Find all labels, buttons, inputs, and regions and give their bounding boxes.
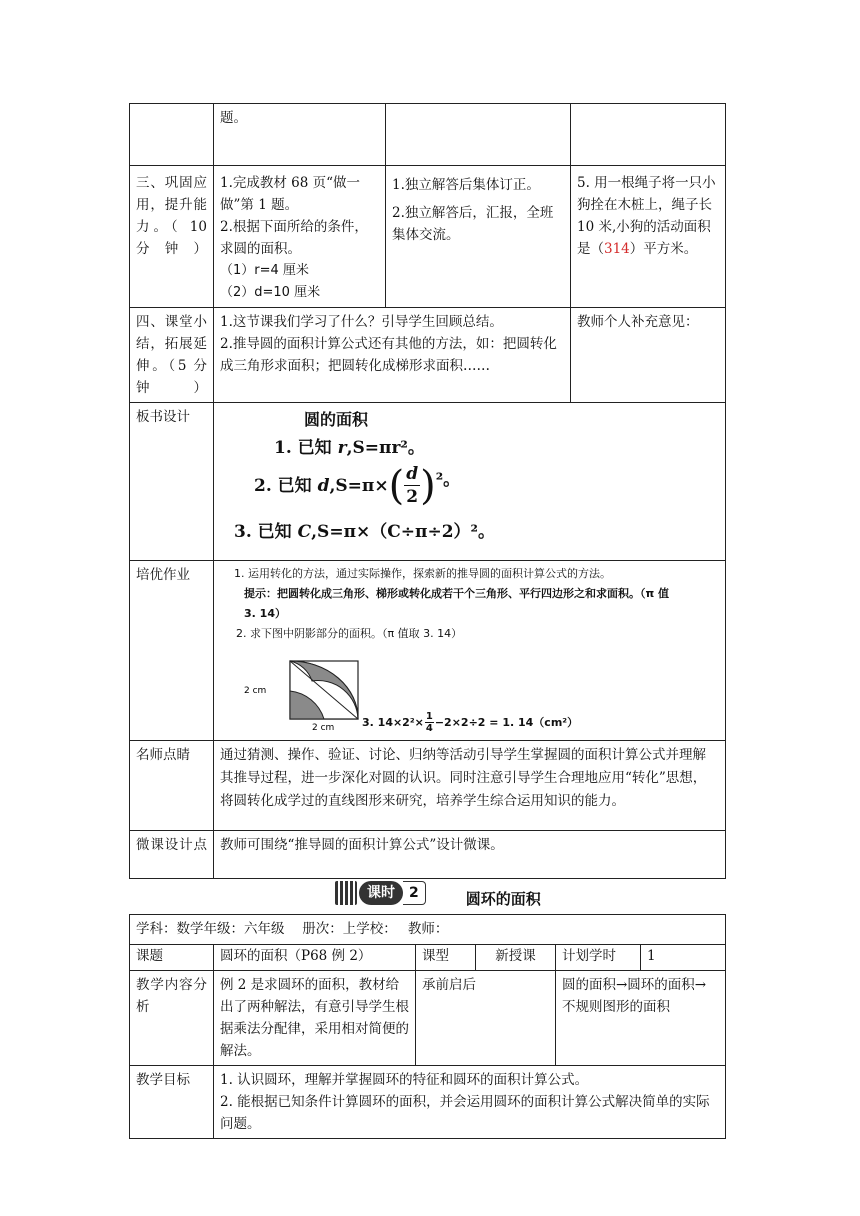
text-line: （2）d=10 厘米	[220, 285, 321, 300]
content-analysis: 例 2 是求圆环的面积，教材给出了两种解法，有意引导学生根据乘法分配律，采用相对简便的解法。	[214, 971, 416, 1066]
banner-tag: 课时	[359, 881, 403, 905]
lesson-table-1	[129, 103, 726, 879]
dim-label-left: 2 cm	[244, 686, 267, 696]
section-label: 四、课堂小结，拓展延伸。（5 分钟）	[130, 308, 214, 403]
table-cell	[130, 104, 214, 166]
section-label: 名师点睛	[130, 741, 214, 831]
summary-content	[214, 308, 571, 403]
homework-hint-2: 3. 14）	[244, 607, 286, 620]
table-row	[130, 403, 726, 561]
text: 5. 用一根绳子将一只小狗拴在木桩上，绳子长 10 米,小狗的活动面积是（	[577, 175, 716, 257]
section-label: 板书设计	[130, 403, 214, 561]
text-line: 1.这节课我们学习了什么？引导学生回顾总结。	[220, 314, 503, 330]
topic-cell: 圆环的面积（P68 例 2）	[214, 945, 416, 971]
row-label: 教学内容分析	[130, 971, 214, 1066]
board-formula-1	[274, 437, 425, 459]
text-line: 2.独立解答后，汇报，全班集体交流。	[392, 205, 554, 243]
shaded-figure	[242, 641, 382, 731]
table-row	[130, 915, 726, 945]
table-row	[130, 741, 726, 831]
answer-text: 314	[604, 241, 630, 257]
homework-answer	[362, 711, 578, 734]
text: ,S=πr²。	[346, 438, 425, 458]
banner-number: 2	[403, 881, 426, 905]
text-line: 1.独立解答后集体订正。	[392, 177, 540, 193]
table-row	[130, 308, 726, 403]
hours-value: 1	[641, 945, 726, 971]
lesson-table-2	[129, 914, 726, 1139]
hours-label: 计划学时	[556, 945, 641, 971]
table-cell	[571, 104, 726, 166]
micro-content: 教师可围绕“推导圆的面积计算公式”设计微课。	[214, 831, 726, 879]
teaching-goals	[214, 1066, 726, 1139]
denominator: 2	[406, 487, 419, 507]
text-line: 2. 能根据已知条件计算圆环的面积，并会运用圆环的面积计算公式解决简单的实际问题。	[220, 1094, 710, 1132]
fraction	[404, 463, 420, 508]
denominator: 4	[425, 723, 433, 734]
text: 3. 已知	[234, 522, 292, 542]
table-cell: 题。	[214, 104, 386, 166]
section-label: 培优作业	[130, 561, 214, 741]
text: ²。	[435, 469, 461, 490]
text-line: 1.完成教材 68 页“做一做”第 1 题。	[220, 175, 361, 213]
numerator: 1	[425, 711, 433, 722]
section-label: 微课设计点	[130, 831, 214, 879]
homework-hint: 提示：把圆转化成三角形、梯形或转化成若干个三角形、平行四边形之和求面积。（π 值	[244, 587, 670, 600]
text: C	[297, 522, 312, 542]
homework-line: 1. 运用转化的方法，通过实际操作，探索新的推导圆的面积计算公式的方法。	[234, 567, 611, 580]
text: 2. 已知	[254, 475, 312, 496]
board-formula-2	[254, 463, 460, 508]
lesson-banner	[335, 876, 541, 909]
analysis-right: 圆的面积→圆环的面积→不规则图形的面积	[556, 971, 726, 1066]
board-design	[214, 403, 726, 561]
board-title: 圆的面积	[304, 410, 369, 429]
table-row	[130, 561, 726, 741]
table-cell	[386, 104, 571, 166]
table-header: 学科：数学年级：六年级 册次：上学校： 教师：	[130, 915, 726, 945]
table-row	[130, 1066, 726, 1139]
fraction	[425, 711, 434, 734]
table-row	[130, 166, 726, 308]
text: d	[317, 475, 330, 496]
banner-title: 圆环的面积	[465, 890, 541, 908]
analysis-mid: 承前启后	[416, 971, 556, 1066]
text: 3. 14×2²×	[362, 715, 424, 729]
banner-logo-icon	[335, 880, 426, 906]
row-label: 教学目标	[130, 1066, 214, 1139]
text: −2×2÷2 = 1. 14（cm²）	[434, 715, 579, 729]
table-row	[130, 831, 726, 879]
section-label: 三、巩固应用，提升能力。（ 10 分钟）	[130, 166, 214, 308]
paren-left: (	[388, 462, 405, 509]
type-value: 新授课	[476, 945, 556, 971]
text: ）平方米。	[629, 241, 698, 257]
homework-content	[214, 561, 726, 741]
homework-line: 2. 求下图中阴影部分的面积。（π 值取 3. 14）	[236, 627, 463, 640]
text: 1. 已知	[274, 438, 332, 458]
student-activity	[386, 166, 571, 308]
table-row	[130, 104, 726, 166]
text: ,S=π×	[329, 475, 389, 496]
table-row	[130, 945, 726, 971]
teacher-point-content: 通过猜测、操作、验证、讨论、归纳等活动引导学生掌握圆的面积计算公式并理解其推导过程，进一步深化对圆的认识。同时注意引导学生合理地应用“转化”思想，将圆转化成学过的直线图形来研究，培养学生综合运用知识的能力。	[214, 741, 726, 831]
text-line: 2.推导圆的面积计算公式还有其他的方法，如：把圆转化成三角形求面积；把圆转化成梯形求面积……	[220, 336, 557, 374]
numerator: d	[406, 464, 419, 484]
text-line: （1）r=4 厘米	[220, 263, 309, 278]
text-line: 2.根据下面所给的条件，求圆的面积。	[220, 219, 368, 257]
extra-exercise	[571, 166, 726, 308]
text: ,S=π×（C÷π÷2）²。	[311, 522, 495, 542]
text-line: 1. 认识圆环，理解并掌握圆环的特征和圆环的面积计算公式。	[220, 1072, 589, 1088]
dim-label-bottom: 2 cm	[312, 723, 335, 731]
type-label: 课型	[416, 945, 476, 971]
table-row	[130, 971, 726, 1066]
book-icon	[335, 881, 357, 905]
teacher-note: 教师个人补充意见：	[571, 308, 726, 403]
paren-right: )	[420, 462, 436, 509]
text: r	[337, 438, 347, 458]
row-label: 课题	[130, 945, 214, 971]
board-formula-3	[234, 521, 495, 543]
teacher-activity	[214, 166, 386, 308]
